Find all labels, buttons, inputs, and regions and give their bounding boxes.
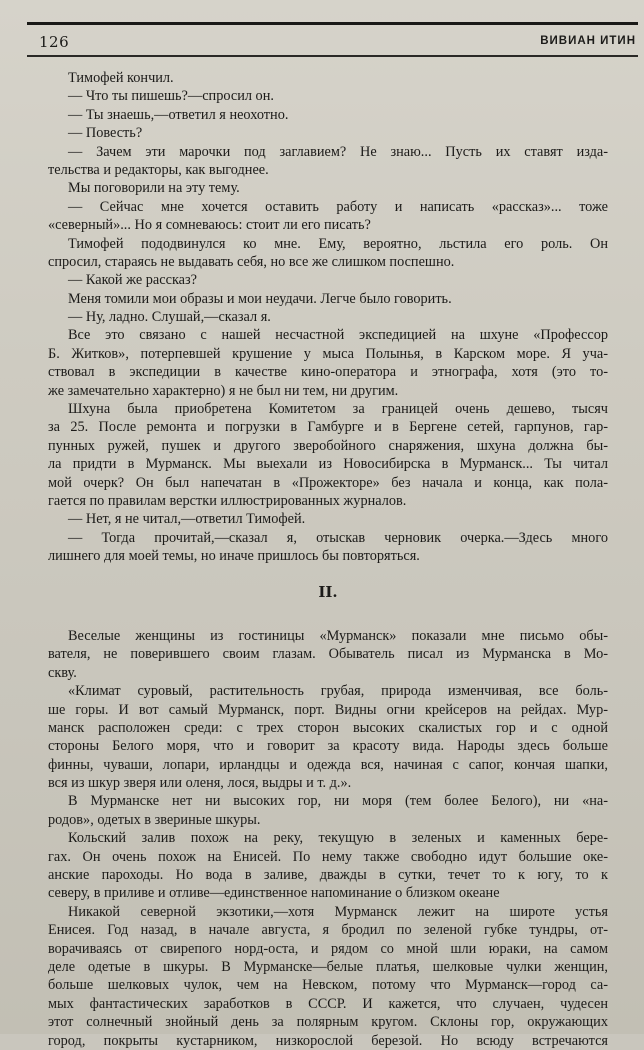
running-head: ВИВИАН ИТИН — [540, 35, 636, 47]
text-line: Все это связано с нашей несчастной экспедицией на шхуне «Профессор — [68, 327, 608, 344]
text-line: больше шелковых чулок, чем на Невском, потому что Мурманск—город са- — [48, 977, 608, 994]
text-line: — Тогда прочитай,—сказал я, отыскав черновик очерка.—Здесь много — [68, 529, 608, 546]
text-line: «северный»... Но я сомневаюсь: стоит ли его писать? — [48, 217, 371, 234]
text-line: Никакой северной экзотики,—хотя Мурманск лежит на широте устья — [68, 903, 608, 920]
text-line: Веселые женщины из гостиницы «Мурманск» показали мне письмо обы- — [68, 627, 608, 644]
text-line: вся из шкур зверя или оленя, лося, выдры и т. д.». — [48, 775, 352, 792]
text-block-part1 — [48, 69, 608, 566]
text-line: В Мурманске нет ни высоких гор, ни моря (тем более Белого), ни «на- — [68, 793, 608, 810]
text-line: стороны Белого моря, что и говорит за красоту вида. Народы здесь больше — [48, 738, 608, 755]
text-line: лишнего для моей темы, но иначе пришлось бы повторяться. — [48, 548, 420, 565]
page-header — [27, 33, 638, 55]
text-line: ствовал в экспедиции в качестве кино-оператора и этнографа, хотя (это то- — [48, 364, 608, 381]
text-line: анские пароходы. Но вода в заливе, дважды в сутки, течет то к югу, то к — [48, 867, 608, 884]
text-line: — Что ты пишешь?—спросил он. — [68, 88, 274, 105]
text-line: мой очерк? Он был напечатан в «Прожекторе» без начала и конца, как пола- — [48, 474, 608, 491]
text-line: город, покрыты кустарником, низкорослой березой. Но всюду встречаются — [48, 1032, 608, 1049]
text-line: спросил, стараясь не выдавать себя, но все же слишком поспешно. — [48, 253, 455, 270]
text-line: мых фантастических заработков в СССР. И кажется, что случаен, чудесен — [48, 995, 608, 1012]
text-line: — Ну, ладно. Слушай,—сказал я. — [68, 309, 271, 326]
text-line: пунных ружей, пушек и другого зверобойного снаряжения, шхуна должна бы- — [48, 437, 608, 454]
header-rule — [27, 55, 638, 57]
top-rule — [27, 22, 638, 25]
text-line: ше горы. И вот самый Мурманск, порт. Видны огни крейсеров на рейдах. Мур- — [48, 701, 608, 718]
text-line: Мы поговорили на эту тему. — [68, 180, 240, 197]
text-line: — Ты знаешь,—ответил я неохотно. — [68, 106, 289, 123]
text-line: гах. Он очень похож на Енисей. По нему также свободно идут большие оке- — [48, 848, 608, 865]
text-line: за 25. После ремонта и погрузки в Гамбурге и в Бергене сетей, гарпунов, гар- — [48, 419, 608, 436]
text-line: тельства и редакторы, как выгоднее. — [48, 161, 269, 178]
text-line: ворачиваясь от свирепого норд-оста, и рядом со мной шли юраки, на самом — [48, 940, 608, 957]
text-line: — Зачем эти марочки под заглавием? Не знаю... Пусть их ставят изда- — [68, 143, 608, 160]
text-line: «Климат суровый, растительность грубая, природа изменчивая, все боль- — [68, 683, 608, 700]
text-line: родов», одетых в звериные шкуры. — [48, 811, 261, 828]
text-line: Шхуна была приобретена Комитетом за границей очень дешево, тысяч — [68, 401, 608, 418]
text-line: манск расположен среди: с трех сторон высоких скалистых гор и с одной — [48, 719, 608, 736]
text-line: же замечательно характерно) я не был ни тем, ни другим. — [48, 382, 399, 399]
text-line: Енисея. Год назад, в начале августа, я бродил по зеленой губке тундры, от- — [48, 922, 608, 939]
text-line: Меня томили мои образы и мои неудачи. Легче было говорить. — [68, 290, 452, 307]
text-line: ла придти в Мурманск. Мы выехали из Новосибирска в Мурманск... Ты читал — [48, 456, 608, 473]
text-line: Б. Житков», потерпевшей крушение у мыса Полынья, в Карском море. Я уча- — [48, 345, 608, 362]
text-line: — Нет, я не читал,—ответил Тимофей. — [68, 511, 306, 528]
page-number: 126 — [39, 33, 70, 51]
text-line: — Сейчас мне хочется оставить работу и написать «рассказ»... тоже — [68, 198, 608, 215]
text-line: гается по правилам верстки иллюстрированных журналов. — [48, 492, 407, 509]
text-line: — Повесть? — [68, 125, 143, 142]
text-line: Кольский залив похож на реку, текущую в зеленых и каменных бере- — [68, 830, 608, 847]
text-line: деле одетые в шкуры. В Мурманске—белые платья, шелковые чулки женщин, — [48, 958, 608, 975]
text-line: — Какой же рассказ? — [68, 272, 198, 289]
text-line: скву. — [48, 664, 77, 681]
text-line: этот солнечный знойный день за полярным кругом. Склоны гор, окружающих — [48, 1014, 608, 1031]
text-line: Тимофей кончил. — [68, 70, 174, 86]
page-body — [48, 69, 608, 1050]
text-line: Тимофей пододвинулся ко мне. Ему, вероятно, льстила его роль. Он — [68, 235, 608, 252]
text-line: финны, чуваши, лопари, ирландцы и одежда вся, начиная с сапог, кончая шапки, — [48, 756, 608, 773]
section-heading: II. — [318, 582, 338, 601]
text-line: вателя, не поверившего своим глазам. Обыватель писал из Мурманска в Мо- — [48, 646, 608, 663]
text-line: северу, в приливе и отливе—единственное напоминание о близком океане — [48, 885, 500, 902]
text-block-part2 — [48, 627, 608, 1050]
